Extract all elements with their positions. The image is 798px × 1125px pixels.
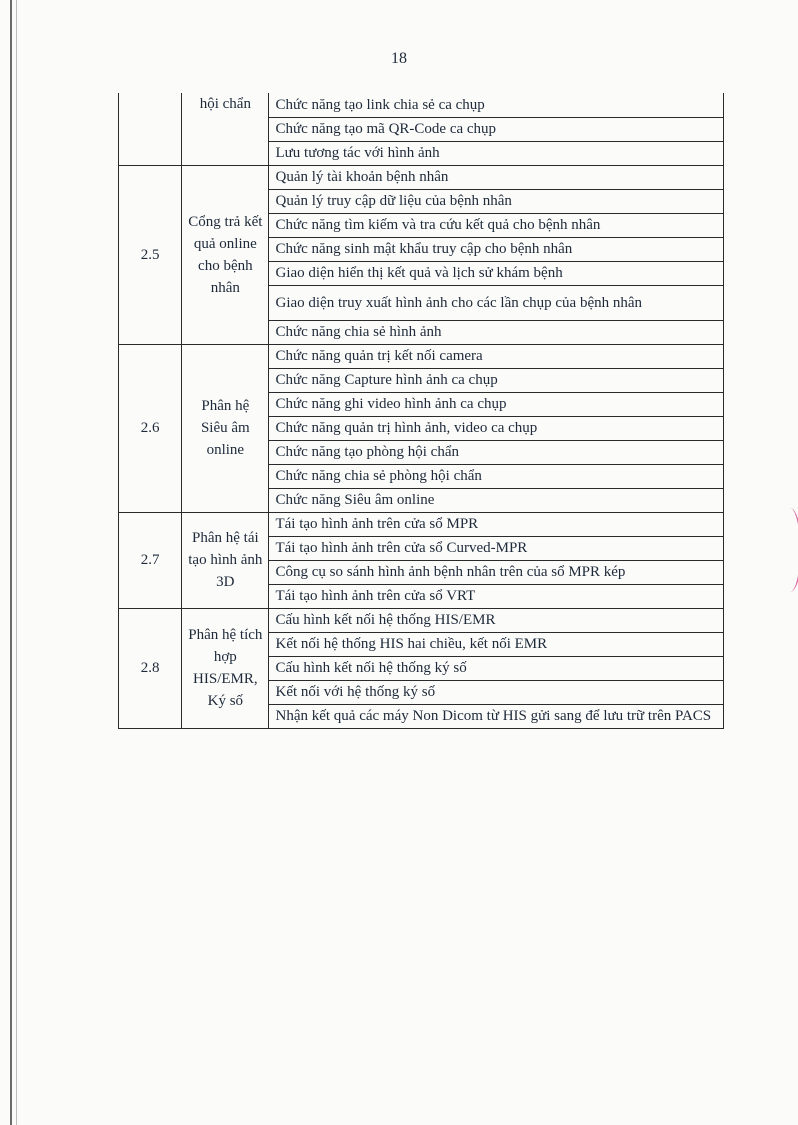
section-index-cell: 2.5 xyxy=(119,165,182,344)
function-cell: Lưu tương tác với hình ảnh xyxy=(269,141,724,165)
function-cell: Công cụ so sánh hình ảnh bệnh nhân trên của sổ MPR kép xyxy=(269,560,724,584)
section-index-cell: 2.7 xyxy=(119,512,182,608)
module-name-cell: Phân hệ tích hợp HIS/EMR, Ký số xyxy=(182,608,269,728)
section-index-cell: 2.6 xyxy=(119,344,182,512)
function-cell: Tái tạo hình ảnh trên cửa sổ Curved-MPR xyxy=(269,536,724,560)
function-cell: Chức năng chia sẻ hình ảnh xyxy=(269,320,724,344)
section-index-cell xyxy=(119,93,182,165)
page-edge-line xyxy=(10,0,12,1125)
stamp-edge-mark xyxy=(778,508,798,592)
function-cell: Chức năng quản trị kết nối camera xyxy=(269,344,724,368)
function-cell: Nhận kết quả các máy Non Dicom từ HIS gửi sang để lưu trữ trên PACS xyxy=(269,704,724,728)
function-cell: Chức năng tạo link chia sẻ ca chụp xyxy=(269,93,724,117)
module-name-cell: Phân hệ Siêu âm online xyxy=(182,344,269,512)
table-row xyxy=(119,512,724,536)
table-row xyxy=(119,93,724,117)
function-cell: Chức năng tạo phòng hội chẩn xyxy=(269,440,724,464)
module-name-cell: Phân hệ tái tạo hình ảnh 3D xyxy=(182,512,269,608)
function-cell: Kết nối hệ thống HIS hai chiều, kết nối EMR xyxy=(269,632,724,656)
module-name-cell: hội chẩn xyxy=(182,93,269,165)
function-cell: Cấu hình kết nối hệ thống HIS/EMR xyxy=(269,608,724,632)
module-name-cell: Cổng trả kết quả online cho bệnh nhân xyxy=(182,165,269,344)
function-cell: Chức năng tạo mã QR-Code ca chụp xyxy=(269,117,724,141)
function-cell: Chức năng chia sẻ phòng hội chẩn xyxy=(269,464,724,488)
function-cell: Chức năng tìm kiếm và tra cứu kết quả cho bệnh nhân xyxy=(269,213,724,237)
function-cell: Giao diện hiển thị kết quả và lịch sử khám bệnh xyxy=(269,261,724,285)
function-cell: Cấu hình kết nối hệ thống ký số xyxy=(269,656,724,680)
function-cell: Tái tạo hình ảnh trên cửa sổ MPR xyxy=(269,512,724,536)
page-edge-line-inner xyxy=(16,0,17,1125)
section-index-cell: 2.8 xyxy=(119,608,182,728)
function-cell: Chức năng Siêu âm online xyxy=(269,488,724,512)
function-cell: Kết nối với hệ thống ký số xyxy=(269,680,724,704)
function-cell: Quản lý tài khoản bệnh nhân xyxy=(269,165,724,189)
function-cell: Tái tạo hình ảnh trên cửa sổ VRT xyxy=(269,584,724,608)
page-number: 18 xyxy=(391,50,407,67)
function-cell: Chức năng sinh mật khẩu truy cập cho bệnh nhân xyxy=(269,237,724,261)
table-row xyxy=(119,165,724,189)
function-spec-table xyxy=(118,93,724,729)
table-row xyxy=(119,344,724,368)
function-cell: Chức năng Capture hình ảnh ca chụp xyxy=(269,368,724,392)
function-cell: Giao diện truy xuất hình ảnh cho các lần chụp của bệnh nhân xyxy=(269,285,724,320)
function-cell: Chức năng quản trị hình ảnh, video ca chụp xyxy=(269,416,724,440)
function-cell: Chức năng ghi video hình ảnh ca chụp xyxy=(269,392,724,416)
table-row xyxy=(119,608,724,632)
function-cell: Quản lý truy cập dữ liệu của bệnh nhân xyxy=(269,189,724,213)
